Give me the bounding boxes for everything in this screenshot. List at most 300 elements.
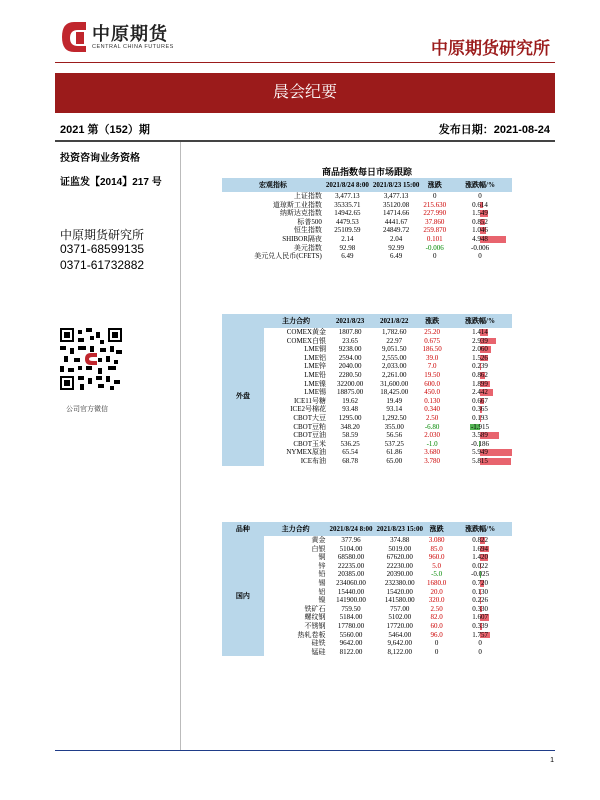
- indicator-name: 标普500: [297, 217, 322, 226]
- previous-value: 92.99: [388, 243, 404, 252]
- indicator-name: 美元指数: [293, 243, 322, 252]
- indicator-name: 恒生指数: [293, 226, 322, 235]
- commodity-name: CBOT玉米: [293, 439, 326, 448]
- publish-date: 发布日期：2021-08-24: [438, 124, 550, 136]
- current-value: 5184.00: [339, 613, 363, 622]
- previous-value: 65.00: [386, 456, 403, 465]
- previous-value: 5102.00: [388, 613, 412, 622]
- table-row: [222, 431, 512, 440]
- change-pct: [448, 252, 512, 261]
- change-value: 227.990: [423, 209, 447, 218]
- pct-label: 0.852: [472, 217, 488, 226]
- pct-label: 0.614: [472, 200, 488, 209]
- table-row: [222, 201, 512, 210]
- current-value: 32200.00: [336, 379, 364, 388]
- domestic-table: [222, 522, 512, 656]
- change-value: 82.0: [430, 613, 443, 622]
- change-value: 0.340: [424, 405, 441, 414]
- previous-value: 537.25: [384, 439, 404, 448]
- change-value: 0: [434, 639, 439, 648]
- previous-value: 5019.00: [388, 544, 412, 553]
- table-row: [222, 440, 512, 449]
- change-value: 37.860: [425, 217, 445, 226]
- current-value: 348.20: [340, 422, 360, 431]
- pct-label: 0.193: [472, 413, 488, 422]
- current-value: 18875.00: [336, 388, 364, 397]
- table-row: [222, 579, 512, 588]
- table-row: [222, 545, 512, 554]
- phone-number-2: 0371-61732882: [60, 258, 145, 272]
- current-value: 2594.00: [338, 353, 362, 362]
- change-value: 600.0: [424, 379, 441, 388]
- pct-label: 4.948: [472, 234, 488, 243]
- pct-label: 3.589: [472, 431, 488, 440]
- commodity-name: COMEX白银: [286, 336, 326, 345]
- change-value: 3.080: [428, 536, 445, 544]
- table-row: [222, 536, 512, 545]
- previous-value: 232380.00: [384, 578, 415, 587]
- table-row: [222, 397, 512, 406]
- change-value: 5.0: [432, 561, 441, 570]
- change-pct: [448, 226, 512, 235]
- commodity-name: 白银: [311, 544, 326, 553]
- change-pct: [448, 448, 512, 457]
- table-row: [222, 448, 512, 457]
- current-value: 2040.00: [338, 362, 362, 371]
- previous-value: 35120.08: [382, 200, 410, 209]
- commodity-name: 硅铁: [311, 639, 326, 648]
- page-number: 1: [550, 757, 554, 764]
- change-pct: [448, 622, 512, 631]
- commodity-name: ICE2号棉花: [290, 405, 326, 414]
- current-value: 15440.00: [337, 587, 365, 596]
- change-pct: [448, 588, 512, 597]
- table-row: [222, 345, 512, 354]
- commodity-name: CBOT大豆: [293, 413, 326, 422]
- pct-label: 0.226: [472, 596, 488, 605]
- commodity-name: NYMEX原油: [286, 448, 326, 457]
- change-pct: [448, 631, 512, 640]
- current-value: 20385.00: [337, 570, 365, 579]
- change-value: 0.130: [424, 396, 441, 405]
- change-pct: [448, 423, 512, 432]
- logo-mark-icon: [60, 20, 88, 54]
- commodity-name: 锡: [318, 578, 326, 587]
- previous-value: 1,292.50: [381, 413, 407, 422]
- table-row: [222, 328, 512, 337]
- table-row: [222, 639, 512, 648]
- pct-label: 1.607: [472, 613, 488, 622]
- institute-title: 中原期货研究所: [431, 39, 550, 58]
- pct-label: 0: [478, 639, 482, 648]
- change-value: 2.030: [424, 431, 441, 440]
- current-value: 68580.00: [337, 553, 365, 562]
- pct-label: 1.414: [472, 328, 488, 336]
- qualification-text: 投资咨询业务资格: [60, 153, 140, 164]
- change-pct: [448, 579, 512, 588]
- current-value: 5560.00: [339, 630, 363, 639]
- change-pct: [448, 209, 512, 218]
- change-value: 19.50: [424, 370, 441, 379]
- logo-text: 中原期货: [92, 24, 168, 44]
- change-value: -0.006: [425, 243, 444, 252]
- change-value: 25.20: [424, 328, 441, 336]
- previous-value: 15420.00: [386, 587, 413, 596]
- change-pct: [448, 613, 512, 622]
- pct-label: 0.330: [472, 604, 488, 613]
- previous-value: 18,425.00: [380, 388, 409, 397]
- change-value: 320.0: [428, 596, 445, 605]
- previous-value: 93.14: [386, 405, 403, 414]
- table-row: [222, 596, 512, 605]
- commodity-name: ICE布油: [300, 456, 326, 465]
- previous-value: 2.04: [389, 234, 403, 243]
- foreign-category-cell: 外盘: [222, 328, 264, 466]
- current-value: 68.78: [342, 456, 358, 465]
- table-row: [222, 192, 512, 201]
- domestic-column-header: 主力合约: [264, 522, 328, 536]
- previous-value: 24849.72: [382, 226, 410, 235]
- issue-number: 2021 第（152）期: [60, 124, 150, 136]
- previous-value: 22.97: [386, 336, 403, 345]
- commodity-name: 锰硅: [311, 647, 326, 656]
- pct-label: 5.949: [472, 448, 488, 457]
- commodity-name: 铁矿石: [304, 604, 326, 613]
- change-value: 0.675: [424, 336, 441, 345]
- change-value: 960.0: [428, 553, 445, 562]
- sidebar-institute: 中原期货研究所: [60, 228, 145, 242]
- qr-code-icon: [60, 328, 122, 390]
- previous-value: 3,477.13: [383, 192, 409, 200]
- change-value: 186.50: [422, 345, 442, 354]
- change-pct: [448, 371, 512, 380]
- commodity-name: 黄金: [311, 536, 326, 544]
- pct-label: 0: [478, 252, 482, 261]
- table-row: [222, 337, 512, 346]
- change-pct: [448, 553, 512, 562]
- table-row: [222, 588, 512, 597]
- pct-label: 1.526: [472, 353, 488, 362]
- change-value: 7.0: [427, 362, 437, 371]
- current-value: 759.50: [341, 604, 361, 613]
- change-pct: [448, 414, 512, 423]
- current-value: 2280.50: [338, 370, 362, 379]
- table-row: [222, 648, 512, 657]
- pct-label: 0.130: [472, 587, 488, 596]
- table-row: [222, 622, 512, 631]
- change-value: 2.50: [426, 413, 439, 422]
- previous-value: 6.49: [389, 252, 403, 261]
- commodity-name: 镍: [318, 596, 326, 605]
- change-pct: [448, 337, 512, 346]
- domestic-column-header: 涨跌: [425, 522, 448, 536]
- company-logo: [60, 20, 190, 56]
- pct-label: -0.006: [471, 243, 490, 252]
- change-pct: [448, 345, 512, 354]
- license-text: 证监发【2014】217 号: [60, 177, 162, 188]
- table-row: [222, 380, 512, 389]
- change-value: -5.0: [431, 570, 443, 579]
- previous-value: 19.49: [386, 396, 403, 405]
- foreign-column-header: 涨跌幅/%: [448, 314, 512, 328]
- current-value: 6.49: [341, 252, 354, 261]
- change-pct: [448, 362, 512, 371]
- pct-label: 2.442: [472, 388, 488, 397]
- previous-value: 5464.00: [388, 630, 412, 639]
- domestic-header-row: [222, 522, 512, 536]
- change-value: 39.0: [426, 353, 439, 362]
- current-value: 2.14: [341, 234, 354, 243]
- current-value: 58.59: [342, 431, 358, 440]
- current-value: 4479.53: [335, 217, 359, 226]
- indicator-name: 上证指数: [293, 192, 322, 200]
- indicator-name: 道琼斯工业指数: [272, 200, 322, 209]
- table-row: [222, 605, 512, 614]
- previous-value: 17720.00: [386, 621, 413, 630]
- commodity-name: 螺纹钢: [304, 613, 326, 622]
- current-value: 377.96: [341, 536, 361, 544]
- header-divider: [55, 62, 555, 63]
- current-value: 9238.00: [338, 345, 362, 354]
- table-row: [222, 562, 512, 571]
- pct-label: 0.365: [472, 405, 488, 414]
- table-row: [222, 423, 512, 432]
- table-row: [222, 226, 512, 235]
- table-row: [222, 388, 512, 397]
- current-value: 19.62: [342, 396, 358, 405]
- commodity-name: ICE11号糖: [293, 396, 326, 405]
- macro-table: [222, 178, 512, 261]
- previous-value: 8,122.00: [387, 647, 412, 656]
- current-value: 25109.59: [334, 226, 361, 235]
- previous-value: 67620.00: [386, 553, 413, 562]
- macro-column-header: 2021/8/24 8:00: [324, 178, 371, 192]
- change-value: 60.0: [430, 621, 443, 630]
- pct-label: 1.046: [472, 226, 488, 235]
- change-pct: [448, 235, 512, 244]
- change-value: 0.101: [426, 234, 443, 243]
- commodity-name: 不锈钢: [304, 621, 326, 630]
- change-value: 3.680: [424, 448, 441, 457]
- change-pct: [448, 405, 512, 414]
- indicator-name: SHIBOR隔夜: [282, 234, 322, 243]
- previous-value: 2,261.00: [381, 370, 407, 379]
- table-row: [222, 244, 512, 253]
- qr-label: 公司官方微信: [66, 406, 108, 413]
- change-value: -1.0: [426, 439, 438, 448]
- change-value: 0: [434, 647, 439, 656]
- commodity-name: COMEX黄金: [286, 328, 326, 336]
- commodity-name: LME铜: [304, 345, 326, 354]
- table-row: [222, 553, 512, 562]
- pct-label: 0.667: [472, 396, 488, 405]
- change-pct: [448, 570, 512, 579]
- previous-value: 1,782.60: [381, 328, 407, 336]
- pct-label: 1.899: [472, 379, 488, 388]
- section-divider: [55, 140, 555, 142]
- current-value: 14942.65: [334, 209, 361, 218]
- domestic-corner-cell: 品种: [222, 522, 264, 536]
- table-row: [222, 218, 512, 227]
- current-value: 9642.00: [339, 639, 363, 648]
- commodity-name: LME锌: [304, 362, 326, 371]
- change-value: 259.870: [423, 226, 447, 235]
- pct-label: 0.022: [472, 561, 488, 570]
- pct-label: 0.339: [472, 621, 488, 630]
- domestic-column-header: 涨跌幅/%: [448, 522, 512, 536]
- current-value: 5104.00: [339, 544, 363, 553]
- pct-label: 1.694: [472, 544, 488, 553]
- change-pct: [448, 457, 512, 466]
- pct-label: 0.822: [472, 536, 488, 544]
- change-pct: [448, 545, 512, 554]
- foreign-corner-cell: [222, 314, 264, 328]
- change-pct: [448, 380, 512, 389]
- current-value: 234060.00: [336, 578, 366, 587]
- change-value: 1680.0: [426, 578, 447, 587]
- phone-number-1: 0371-68599135: [60, 242, 145, 256]
- change-value: 85.0: [430, 544, 443, 553]
- current-value: 22235.00: [337, 561, 365, 570]
- pct-label: 2.939: [472, 336, 488, 345]
- table-row: [222, 252, 512, 261]
- pct-label: 0: [478, 192, 482, 200]
- change-value: 3.780: [424, 456, 441, 465]
- pct-label: 5.815: [472, 456, 488, 465]
- pct-label: -0.025: [471, 570, 490, 579]
- table-row: [222, 371, 512, 380]
- domestic-category-cell: 国内: [222, 536, 264, 656]
- current-value: 3,477.13: [335, 192, 360, 200]
- table-row: [222, 209, 512, 218]
- foreign-column-header: 主力合约: [264, 314, 328, 328]
- change-value: 0: [432, 252, 437, 261]
- macro-column-header: 涨跌: [421, 178, 448, 192]
- pct-label: 0: [478, 647, 482, 656]
- logo-english-text: CENTRAL CHINA FUTURES: [92, 44, 174, 50]
- table-row: [222, 457, 512, 466]
- change-pct: [448, 328, 512, 337]
- pct-label: 0.862: [472, 370, 488, 379]
- previous-value: 22230.00: [386, 561, 413, 570]
- macro-header-row: [222, 178, 512, 192]
- pct-label: -0.186: [470, 439, 490, 448]
- change-pct: [448, 244, 512, 253]
- previous-value: 31,600.00: [380, 379, 409, 388]
- table-row: [222, 235, 512, 244]
- change-value: 0: [432, 192, 437, 200]
- commodity-name: 锌: [318, 561, 326, 570]
- foreign-table: [222, 314, 512, 466]
- pct-label: -1.915: [470, 422, 490, 431]
- table-title: 商品指数每日市场跟踪: [321, 167, 412, 177]
- foreign-column-header: 2021/8/23: [328, 314, 372, 328]
- pct-label: 0.720: [472, 578, 488, 587]
- previous-value: 2,555.00: [381, 353, 407, 362]
- previous-value: 56.56: [386, 431, 403, 440]
- previous-value: 2,033.00: [381, 362, 407, 371]
- table-row: [222, 631, 512, 640]
- commodity-name: CBOT豆粕: [293, 422, 326, 431]
- change-value: -6.80: [424, 422, 440, 431]
- foreign-header-row: [222, 314, 512, 328]
- table-row: [222, 570, 512, 579]
- previous-value: 20390.00: [386, 570, 413, 579]
- change-value: 20.0: [430, 587, 443, 596]
- previous-value: 374.88: [390, 536, 410, 544]
- pct-label: 2.060: [472, 345, 488, 354]
- commodity-name: LME锡: [304, 388, 326, 397]
- column-divider: [180, 142, 181, 750]
- change-value: 450.0: [424, 388, 441, 397]
- pct-label: 1.757: [472, 630, 488, 639]
- table-row: [222, 414, 512, 423]
- macro-column-header: 宏观指标: [222, 178, 324, 192]
- current-value: 65.54: [342, 448, 358, 457]
- current-value: 93.48: [342, 405, 358, 414]
- macro-column-header: 2021/8/23 15:00: [371, 178, 421, 192]
- pct-label: 1.549: [472, 209, 488, 218]
- current-value: 92.98: [339, 243, 356, 252]
- pct-label: 1.420: [472, 553, 488, 562]
- commodity-name: 热轧卷板: [297, 630, 326, 639]
- commodity-name: LME铝: [304, 353, 326, 362]
- indicator-name: 纳斯达克指数: [279, 209, 322, 218]
- change-pct: [448, 388, 512, 397]
- foreign-column-header: 2021/8/22: [372, 314, 416, 328]
- table-row: [222, 405, 512, 414]
- commodity-name: 铝: [318, 587, 326, 596]
- domestic-column-header: 2021/8/23 15:00: [375, 522, 425, 536]
- commodity-name: LME镍: [304, 379, 326, 388]
- pct-label: 0.239: [472, 362, 488, 371]
- domestic-column-header: 2021/8/24 8:00: [328, 522, 375, 536]
- indicator-name: 美元兑人民币(CFETS): [254, 252, 322, 261]
- current-value: 1295.00: [338, 413, 362, 422]
- table-row: [222, 362, 512, 371]
- foreign-column-header: 涨跌: [416, 314, 448, 328]
- change-pct: [448, 639, 512, 648]
- commodity-name: 铅: [318, 570, 326, 579]
- previous-value: 14714.66: [382, 209, 410, 218]
- change-value: 2.50: [430, 604, 443, 613]
- change-value: 215.630: [423, 200, 447, 209]
- footer-divider: [55, 750, 555, 751]
- previous-value: 355.00: [384, 422, 404, 431]
- table-row: [222, 613, 512, 622]
- commodity-name: LME铅: [304, 370, 326, 379]
- commodity-name: CBOT豆油: [293, 431, 326, 440]
- current-value: 1807.80: [338, 328, 362, 336]
- change-pct: [448, 431, 512, 440]
- change-pct: [448, 192, 512, 201]
- previous-value: 4441.67: [384, 217, 408, 226]
- current-value: 536.25: [340, 439, 360, 448]
- commodity-name: 铜: [318, 553, 326, 562]
- current-value: 8122.00: [339, 647, 363, 656]
- current-value: 17780.00: [337, 621, 365, 630]
- report-banner: 晨会纪要: [55, 73, 555, 113]
- change-pct: [448, 536, 512, 545]
- previous-value: 61.86: [386, 448, 403, 457]
- macro-column-header: 涨跌幅/%: [448, 178, 512, 192]
- current-value: 141900.00: [336, 596, 366, 605]
- change-value: 96.0: [430, 630, 443, 639]
- current-value: 23.65: [342, 336, 358, 345]
- previous-value: 9,051.50: [381, 345, 407, 354]
- change-pct: [448, 201, 512, 210]
- previous-value: 757.00: [390, 604, 410, 613]
